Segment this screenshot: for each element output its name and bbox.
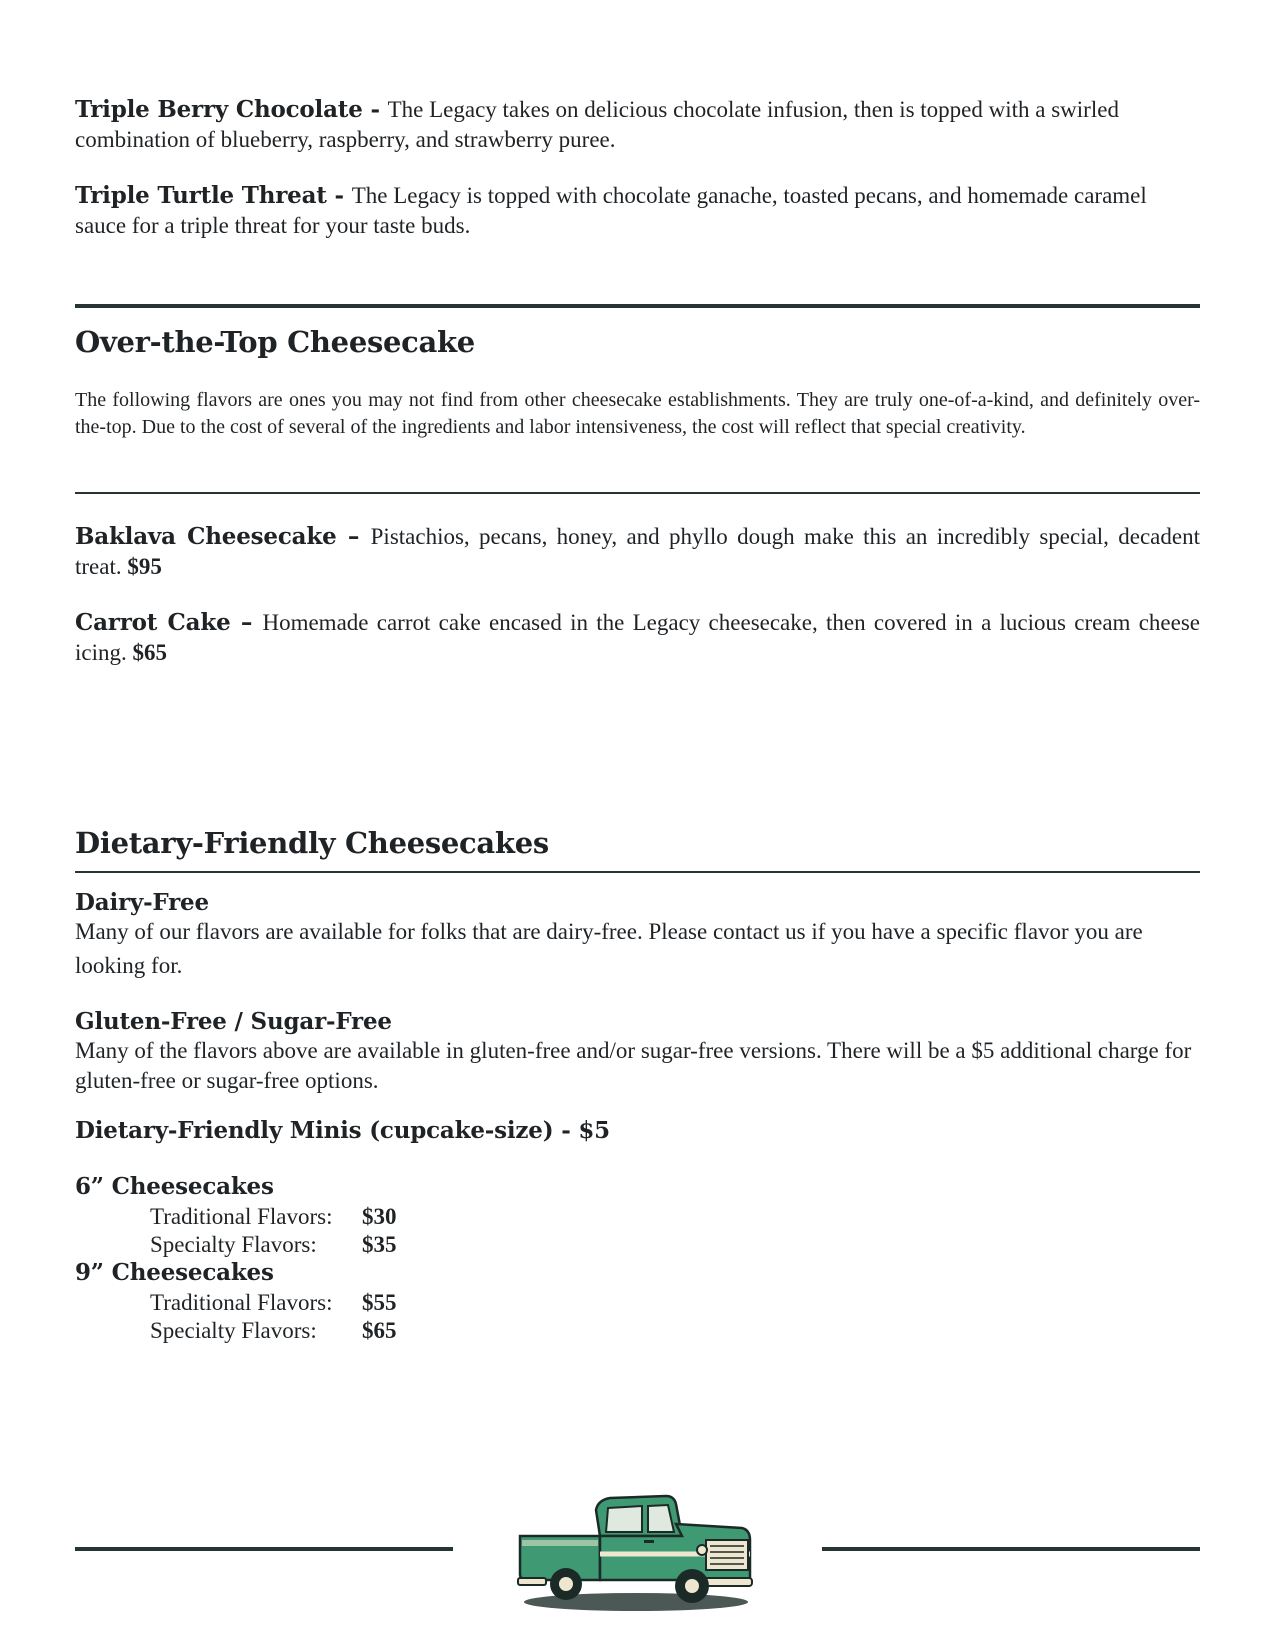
item-name: Triple Berry Chocolate - <box>75 96 388 123</box>
dairy-free-heading: Dairy-Free <box>75 889 209 916</box>
section-divider <box>75 871 1200 873</box>
item-description: The Legacy is topped with chocolate ganache, toasted pecans, and homemade caramel sauce for a triple threat for your taste buds. <box>75 183 1147 238</box>
six-inch-heading: 6” Cheesecakes <box>75 1173 274 1200</box>
price-row <box>150 1230 397 1260</box>
menu-item-triple-turtle-threat <box>75 181 1200 241</box>
footer-line-right <box>822 1547 1200 1551</box>
section-title-dietary: Dietary-Friendly Cheesecakes <box>75 826 549 860</box>
price-value: $30 <box>362 1204 397 1229</box>
menu-item-baklava-cheesecake <box>75 522 1200 582</box>
menu-item-carrot-cake <box>75 608 1200 668</box>
price-label: Traditional Flavors: <box>150 1204 333 1229</box>
section-intro: The following flavors are ones you may not find from other cheesecake establishments. They are truly one-of-a-kind, and definitely over-the-top. Due to the cost of several of the ingredients and labor intensiveness, the cost will reflect that special creativity. <box>75 389 1200 438</box>
item-name: Triple Turtle Threat - <box>75 182 352 209</box>
price-value: $65 <box>362 1318 397 1343</box>
price-row <box>150 1202 397 1232</box>
price-value: $35 <box>362 1232 397 1257</box>
price-row <box>150 1316 397 1346</box>
item-name: Carrot Cake – <box>75 609 263 636</box>
item-description: The Legacy takes on delicious chocolate infusion, then is topped with a swirled combination of blueberry, raspberry, and strawberry puree. <box>75 97 1119 152</box>
section-divider <box>75 304 1200 308</box>
item-description: Pistachios, pecans, honey, and phyllo dough make this an incredibly special, decadent treat. <box>75 524 1200 579</box>
footer-line-left <box>75 1547 453 1551</box>
dietary-minis-heading: Dietary-Friendly Minis (cupcake-size) - $5 <box>75 1117 610 1144</box>
section-title-over-the-top: Over-the-Top Cheesecake <box>75 325 475 359</box>
price-label: Traditional Flavors: <box>150 1290 333 1315</box>
item-name: Baklava Cheesecake – <box>75 523 371 550</box>
price-label: Specialty Flavors: <box>150 1232 317 1257</box>
price-row <box>150 1288 397 1318</box>
dairy-free-text: Many of our flavors are available for folks that are dairy-free. Please contact us if you have a specific flavor you are looking for. <box>75 919 1143 978</box>
item-price: $95 <box>127 554 162 579</box>
menu-item-triple-berry-chocolate <box>75 95 1200 155</box>
gluten-sugar-text: Many of the flavors above are available in gluten-free and/or sugar-free versions. There will be a $5 additional charge for gluten-free or sugar-free options. <box>75 1038 1192 1093</box>
item-price: $65 <box>132 640 167 665</box>
section-divider <box>75 492 1200 494</box>
price-value: $55 <box>362 1290 397 1315</box>
pickup-truck-icon <box>516 1484 756 1614</box>
gluten-sugar-heading: Gluten-Free / Sugar-Free <box>75 1008 392 1035</box>
nine-inch-heading: 9” Cheesecakes <box>75 1259 274 1286</box>
menu-page <box>75 0 1200 1650</box>
item-description: Homemade carrot cake encased in the Legacy cheesecake, then covered in a lucious cream cheese icing. <box>75 610 1200 665</box>
price-label: Specialty Flavors: <box>150 1318 317 1343</box>
